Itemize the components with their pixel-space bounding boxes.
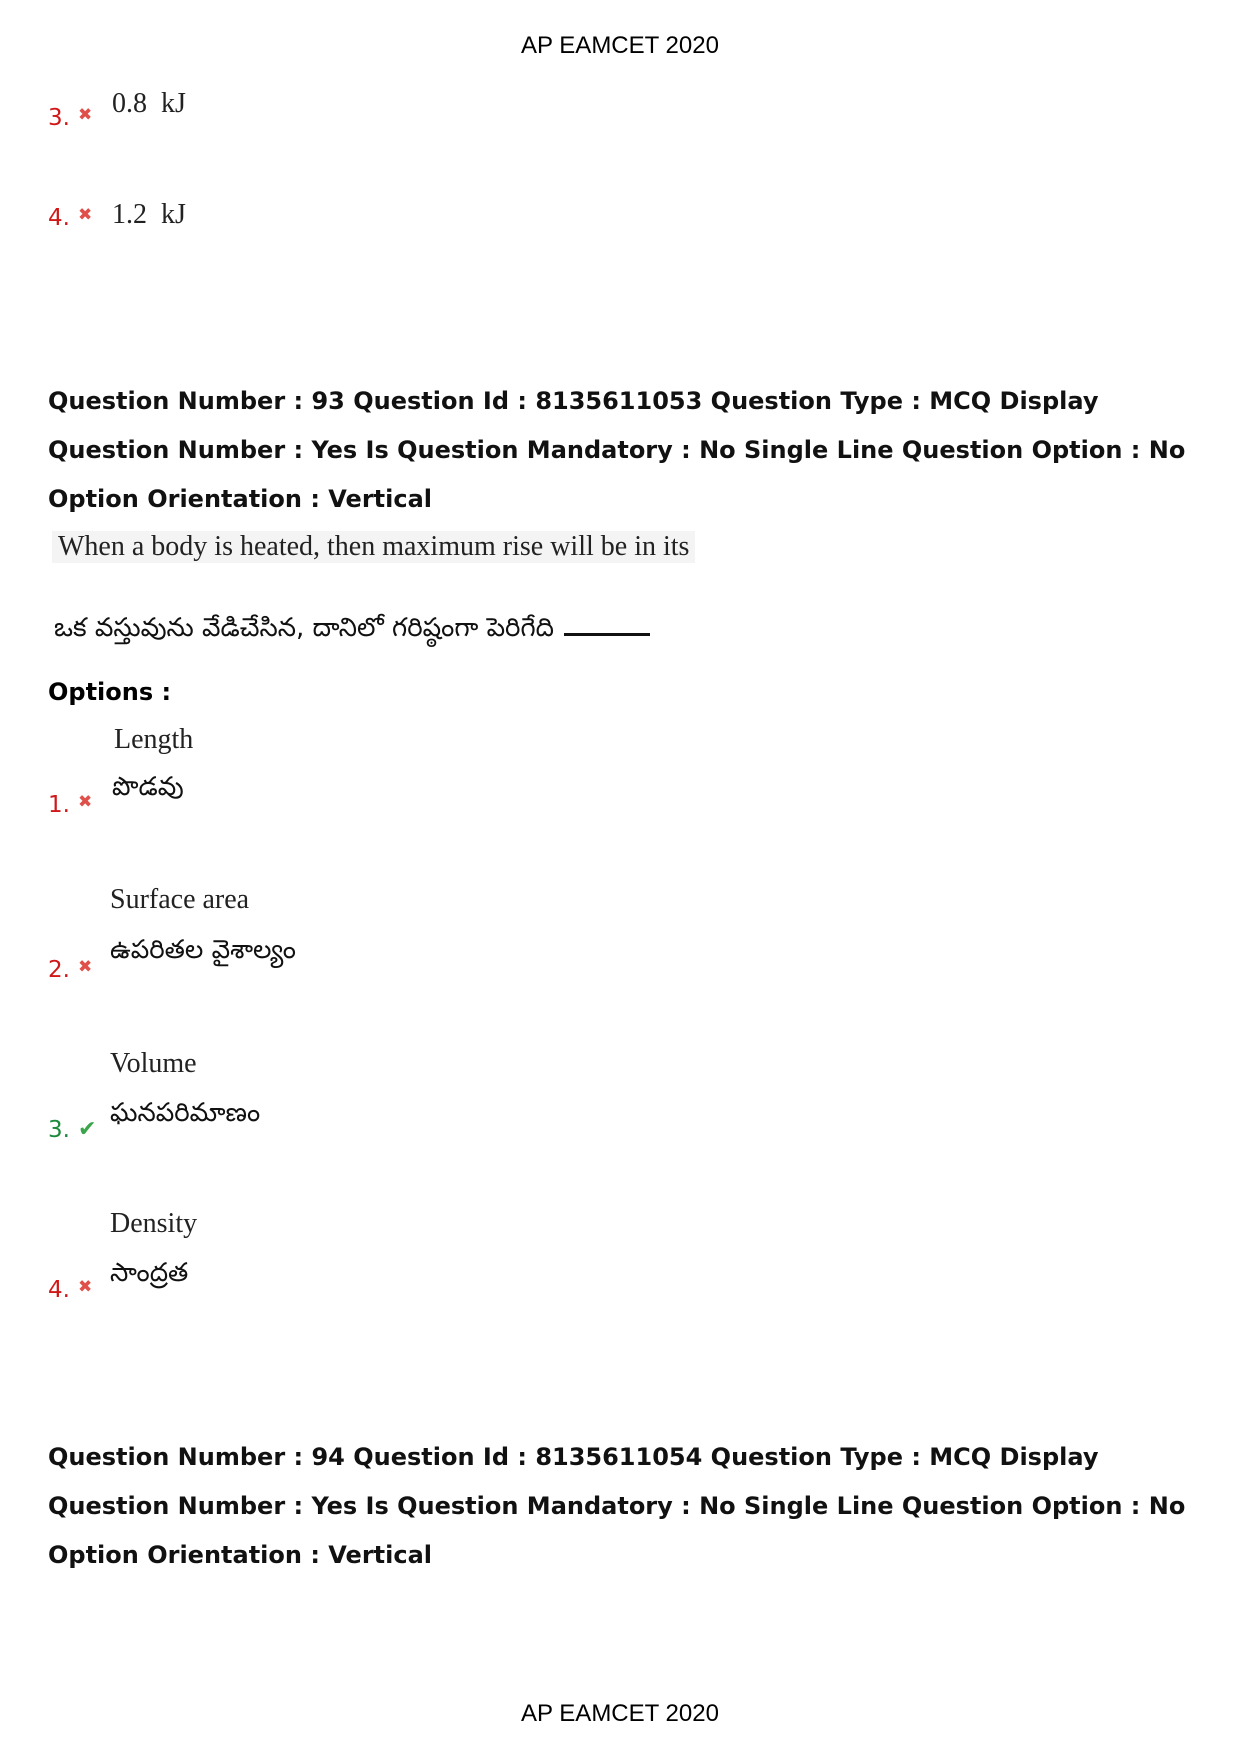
options-label: Options : <box>48 678 172 706</box>
option-number: 3. <box>48 1117 70 1143</box>
cross-icon: ✖ <box>78 1277 93 1297</box>
option-2-telugu: ఉపరితల వైశాల్యం <box>110 935 296 965</box>
option-text: 0.8 kJ <box>112 88 186 119</box>
option-number: 2. <box>48 957 70 983</box>
prev-option-4 <box>48 205 110 231</box>
cross-icon: ✖ <box>78 205 93 225</box>
page-footer: AP EAMCET 2020 <box>521 1700 719 1727</box>
option-2-english: Surface area <box>110 884 250 915</box>
stem-telugu-text: ఒక వస్తువును వేడిచేసిన, దానిలో గరిష్ఠంగా పెరిగేది <box>54 613 554 643</box>
option-number: 4. <box>48 205 70 231</box>
option-2 <box>48 957 110 983</box>
option-4-telugu: సాంద్రత <box>110 1258 189 1288</box>
option-text: 1.2 kJ <box>112 199 186 230</box>
question-stem-telugu <box>54 613 650 649</box>
option-4 <box>48 1277 110 1303</box>
option-number: 4. <box>48 1277 70 1303</box>
page-header: AP EAMCET 2020 <box>521 32 719 59</box>
question-stem-english: When a body is heated, then maximum rise will be in its <box>52 531 695 563</box>
question-93-meta: Question Number : 93 Question Id : 8135611053 Question Type : MCQ Display Question Number : Yes Is Question Mandatory : No Single Line Question Option : No Option Orientation : Vertical <box>48 387 1186 513</box>
prev-option-3 <box>48 105 110 131</box>
option-1 <box>48 792 110 818</box>
option-3-english: Volume <box>110 1048 197 1079</box>
check-icon: ✔ <box>78 1117 97 1142</box>
cross-icon: ✖ <box>78 105 93 125</box>
option-number: 3. <box>48 105 70 131</box>
option-1-english: Length <box>114 724 194 755</box>
cross-icon: ✖ <box>78 957 93 977</box>
option-4-english: Density <box>110 1208 198 1239</box>
option-3 <box>48 1117 110 1143</box>
cross-icon: ✖ <box>78 792 93 812</box>
option-number: 1. <box>48 792 70 818</box>
option-1-telugu: పొడవు <box>112 772 184 802</box>
answer-blank <box>564 632 650 636</box>
option-3-telugu: ఘనపరిమాణం <box>110 1098 261 1128</box>
question-94-meta: Question Number : 94 Question Id : 8135611054 Question Type : MCQ Display Question Number : Yes Is Question Mandatory : No Single Line Question Option : No Option Orientation : Vertical <box>48 1443 1186 1569</box>
